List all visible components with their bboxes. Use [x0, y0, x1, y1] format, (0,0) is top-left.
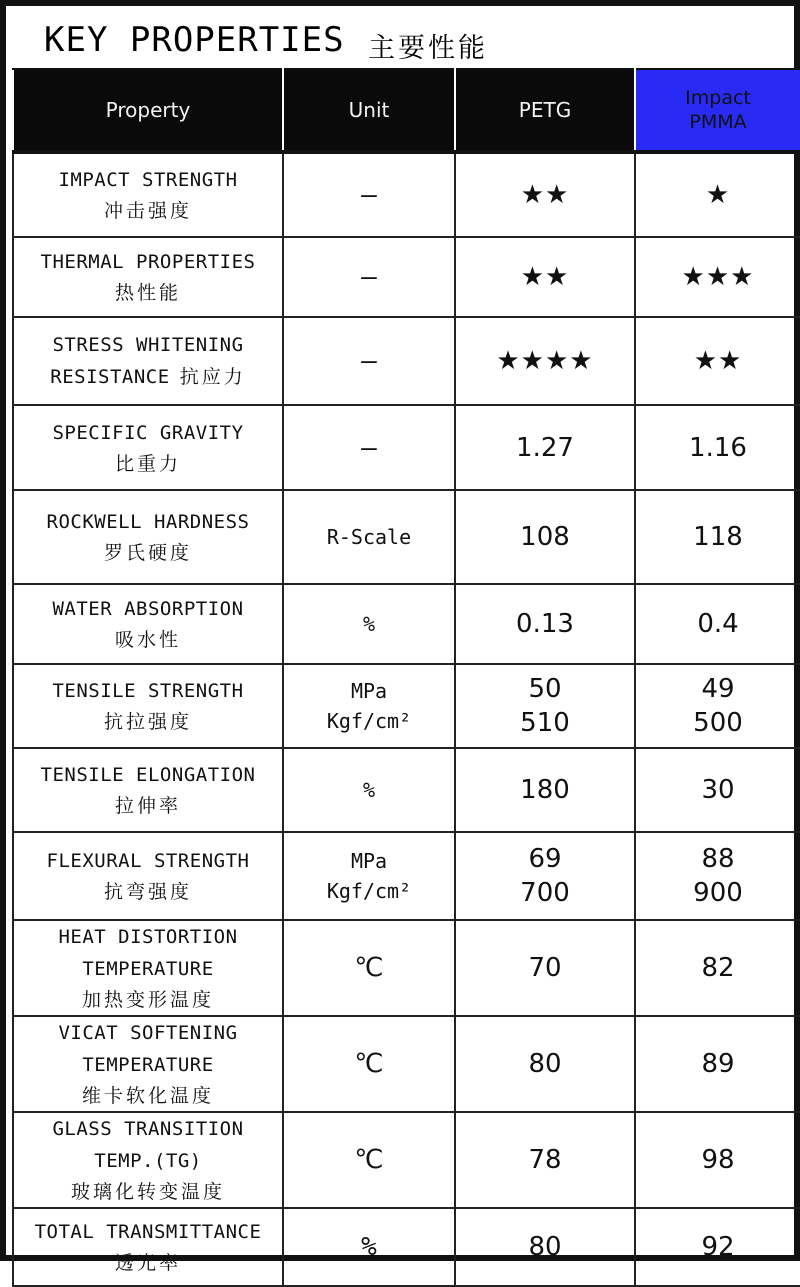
petg-rating: ★★	[455, 237, 635, 317]
unit-cell: R-Scale	[283, 490, 455, 584]
petg-value: 80	[455, 1208, 635, 1286]
property-name: TOTAL TRANSMITTANCE	[34, 1221, 262, 1243]
table-row	[13, 1208, 800, 1286]
property-name-zh: 加热变形温度	[81, 989, 214, 1011]
table-row	[13, 237, 800, 317]
petg-rating: ★★	[455, 152, 635, 237]
property-name-zh: 抗拉强度	[103, 711, 192, 733]
property-name: WATER ABSORPTION	[52, 598, 244, 620]
table-row	[13, 920, 800, 1016]
petg-value: 80	[455, 1016, 635, 1112]
property-name-zh: 热性能	[114, 282, 181, 304]
column-header-petg: PETG	[455, 69, 635, 152]
unit-cell: %	[283, 584, 455, 664]
pmma-value-line1: 88	[701, 844, 735, 874]
property-cell	[13, 490, 283, 584]
pmma-value	[635, 832, 800, 920]
property-cell	[13, 1016, 283, 1112]
unit-line1: MPa	[350, 679, 388, 703]
property-cell	[13, 1112, 283, 1208]
unit-cell: —	[283, 152, 455, 237]
table-row	[13, 584, 800, 664]
property-name: THERMAL PROPERTIES	[40, 251, 256, 273]
petg-value-line2: 700	[520, 878, 570, 908]
unit-cell	[283, 832, 455, 920]
pmma-rating: ★	[635, 152, 800, 237]
pmma-value: 92	[635, 1208, 800, 1286]
property-name-zh: 拉伸率	[114, 795, 181, 817]
pmma-rating: ★★★	[635, 237, 800, 317]
table-row	[13, 152, 800, 237]
property-name-zh: 玻璃化转变温度	[70, 1181, 225, 1203]
property-name-line2: TEMPERATURE	[82, 1054, 214, 1076]
property-name: ROCKWELL HARDNESS	[46, 511, 250, 533]
unit-line2: Kgf/cm²	[326, 879, 412, 903]
table-row	[13, 405, 800, 490]
header-row	[13, 69, 800, 152]
property-cell	[13, 920, 283, 1016]
property-name-line1: GLASS TRANSITION	[52, 1118, 244, 1140]
unit-cell: %	[283, 1208, 455, 1286]
table-row	[13, 664, 800, 748]
unit-cell: ℃	[283, 1016, 455, 1112]
petg-value: 78	[455, 1112, 635, 1208]
pmma-value: 1.16	[635, 405, 800, 490]
petg-value	[455, 832, 635, 920]
impact-pmma-line1: Impact	[685, 87, 751, 109]
unit-cell: —	[283, 405, 455, 490]
property-name: IMPACT STRENGTH	[58, 169, 238, 191]
unit-line1: MPa	[350, 849, 388, 873]
table-row	[13, 832, 800, 920]
property-name-zh: 抗应力	[179, 366, 246, 388]
unit-cell: %	[283, 748, 455, 832]
pmma-value: 82	[635, 920, 800, 1016]
property-cell	[13, 237, 283, 317]
pmma-value: 0.4	[635, 584, 800, 664]
property-name-line2: TEMPERATURE	[82, 958, 214, 980]
property-cell	[13, 748, 283, 832]
unit-cell: —	[283, 317, 455, 405]
petg-value: 0.13	[455, 584, 635, 664]
column-header-property: Property	[13, 69, 283, 152]
unit-cell	[283, 664, 455, 748]
pmma-value: 98	[635, 1112, 800, 1208]
property-name-zh: 抗弯强度	[103, 881, 192, 903]
property-name: SPECIFIC GRAVITY	[52, 421, 244, 444]
property-cell	[13, 832, 283, 920]
unit-line2: Kgf/cm²	[326, 709, 412, 733]
property-cell	[13, 152, 283, 237]
column-header-unit: Unit	[283, 69, 455, 152]
petg-value: 1.27	[455, 405, 635, 490]
page-title: KEY PROPERTIES	[44, 20, 345, 60]
property-name-line2: RESISTANCE	[50, 366, 170, 388]
petg-value: 180	[455, 748, 635, 832]
property-name-zh: 透光率	[114, 1252, 181, 1274]
pmma-value-line2: 900	[693, 878, 743, 908]
title-bar	[6, 0, 800, 68]
unit-cell: ℃	[283, 920, 455, 1016]
column-header-impact-pmma	[635, 69, 800, 152]
pmma-value	[635, 664, 800, 748]
property-name-line1: VICAT SOFTENING	[58, 1022, 238, 1044]
petg-value: 108	[455, 490, 635, 584]
petg-value-line2: 510	[520, 708, 570, 738]
property-cell	[13, 664, 283, 748]
property-cell	[13, 1208, 283, 1286]
properties-table	[12, 68, 800, 1287]
property-name-line2: TEMP.(TG)	[94, 1150, 202, 1172]
property-name-zh: 冲击强度	[103, 200, 192, 222]
property-name-line1: STRESS WHITENING	[52, 334, 244, 356]
petg-value-line1: 69	[528, 844, 562, 874]
property-name-zh: 比重力	[114, 452, 181, 475]
petg-value-line1: 50	[528, 674, 562, 704]
impact-pmma-line2: PMMA	[689, 111, 747, 133]
table-row	[13, 1112, 800, 1208]
petg-rating: ★★★★	[455, 317, 635, 405]
table-row	[13, 1016, 800, 1112]
page-title-chinese: 主要性能	[368, 33, 488, 64]
property-cell	[13, 584, 283, 664]
property-name-zh: 吸水性	[114, 629, 181, 651]
table-row	[13, 748, 800, 832]
unit-cell: ℃	[283, 1112, 455, 1208]
petg-value	[455, 664, 635, 748]
pmma-value: 118	[635, 490, 800, 584]
property-name-zh: 罗氏硬度	[103, 542, 192, 564]
pmma-value: 89	[635, 1016, 800, 1112]
pmma-value-line2: 500	[693, 708, 743, 738]
property-name-line2-group	[14, 361, 282, 393]
table-row	[13, 317, 800, 405]
property-name-line1: HEAT DISTORTION	[58, 926, 238, 948]
table-row	[13, 490, 800, 584]
pmma-rating: ★★	[635, 317, 800, 405]
pmma-value: 30	[635, 748, 800, 832]
unit-cell: —	[283, 237, 455, 317]
petg-value: 70	[455, 920, 635, 1016]
property-name-zh: 维卡软化温度	[81, 1085, 214, 1107]
property-cell	[13, 317, 283, 405]
property-name: TENSILE ELONGATION	[40, 764, 256, 786]
pmma-value-line1: 49	[701, 674, 735, 704]
property-name: FLEXURAL STRENGTH	[46, 850, 250, 872]
property-cell	[13, 405, 283, 490]
property-name: TENSILE STRENGTH	[52, 680, 244, 702]
